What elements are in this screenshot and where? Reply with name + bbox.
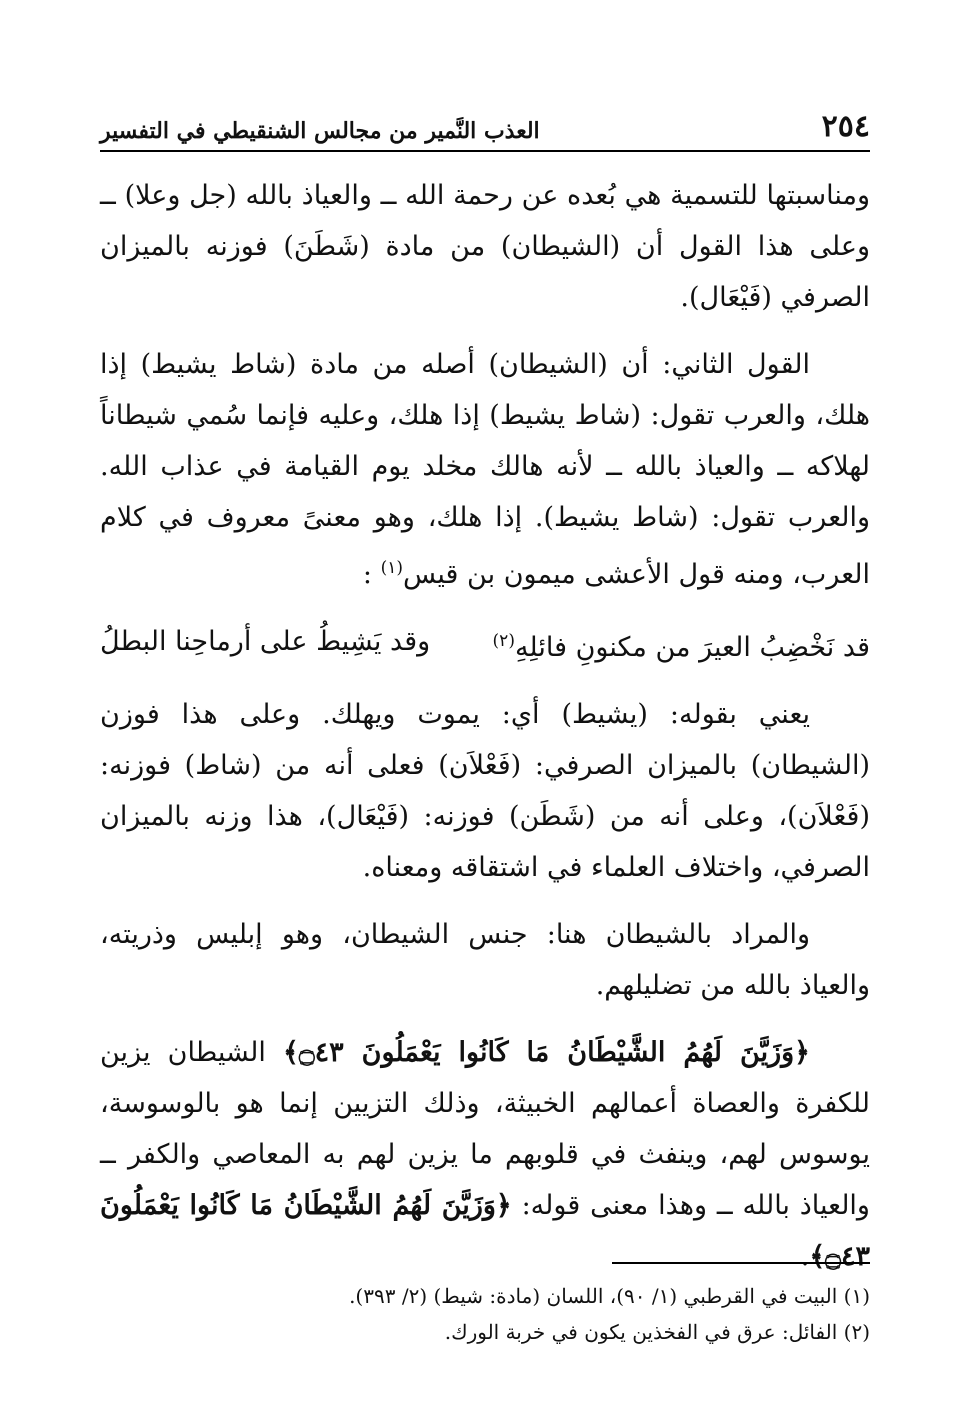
page-header	[100, 108, 870, 144]
paragraph-1-text: ومناسبتها للتسمية هي بُعده عن رحمة الله ــ والعياذ بالله (جل وعلا) ــ وعلى هذا القول أن (الشيطان) من مادة (شَطَنَ) فوزنه بالميزان الصرفي (فَيْعَال).	[100, 180, 870, 313]
poetry-verse	[100, 616, 870, 673]
paragraph-2	[100, 339, 870, 600]
quran-verse-1: ﴿وَزَيَّنَ لَهُمُ الشَّيْطَانُ مَا كَانُوا يَعْمَلُونَ ۝٤٣﴾	[283, 1037, 810, 1068]
running-title: العذب النَّمير من مجالس الشنقيطي في التفسير	[100, 118, 540, 144]
paragraph-4-text: والمراد بالشيطان هنا: جنس الشيطان، وهو إبليس وذريته، والعياذ بالله من تضليلهم.	[100, 919, 870, 1001]
paragraph-2-text: القول الثاني: أن (الشيطان) أصله من مادة (شاط يشيط) إذا هلك، والعرب تقول: (شاط يشيط) إذا هلك، وعليه فإنما سُمي شيطاناً لهلاكه ــ والعياذ بالله ــ لأنه هالك مخلد يوم القيامة في عذاب الله. والعرب تقول: (شاط يشيط). إذا هلك، وهو معنىً معروف في كلام العرب، ومنه قول الأعشى ميمون بن قيس	[100, 349, 871, 590]
paragraph-5-text: الشيطان يزين للكفرة والعصاة أعمالهم الخبيثة، وذلك التزيين إنما هو بالوسوسة، يوسوس لهم، وينفث في قلوبهم ما يزين لهم به المعاصي والكفر ــ والعياذ بالله ــ وهذا معنى قوله:	[100, 1037, 870, 1221]
paragraph-5	[100, 1027, 870, 1282]
footnote-ref-2: (٢)	[492, 631, 515, 651]
footnote-2: (٢) الفائل: عرق في الفخذين يكون في خربة الورك.	[444, 1320, 870, 1344]
paragraph-2-end: :	[362, 559, 372, 590]
quran-verse-2: ﴿وَزَيَّنَ لَهُمُ الشَّيْطَانُ مَا كَانُوا يَعْمَلُونَ ۝٤٣﴾	[100, 1190, 870, 1272]
verse-first-hemistich-text: قد نَخْضِبُ العيرَ من مكنونِ فائلِهِ	[514, 632, 870, 663]
footnote-1: (١) البيت في القرطبي (١/ ٩٠)، اللسان (مادة: شيط) (٢/ ٣٩٣).	[349, 1284, 870, 1308]
verse-first-hemistich	[493, 616, 870, 673]
footnote-divider	[612, 1262, 870, 1264]
paragraph-4	[100, 909, 870, 1011]
main-text	[100, 170, 870, 1298]
paragraph-3-text: يعني بقوله: (يشيط) أي: يموت ويهلك. وعلى هذا فوزن (الشيطان) بالميزان الصرفي: (فَعْلاَن) فعلى أنه من (شاط) فوزنه: (فَعْلاَن)، وعلى أنه من (شَطَن) فوزنه: (فَيْعَال)، هذا وزنه بالميزان الصرفي، واختلاف العلماء في اشتقاقه ومعناه.	[100, 699, 870, 883]
paragraph-1	[100, 170, 870, 323]
paragraph-3	[100, 689, 870, 893]
footnotes	[100, 1278, 870, 1350]
page-number: ٢٥٤	[821, 109, 870, 144]
verse-second-hemistich: وقد يَشِيطُ على أرماحِنا البطلُ	[100, 626, 431, 657]
header-divider	[100, 150, 870, 152]
paragraph-5-end: .	[800, 1241, 810, 1272]
footnote-ref-1: (١)	[380, 558, 403, 578]
